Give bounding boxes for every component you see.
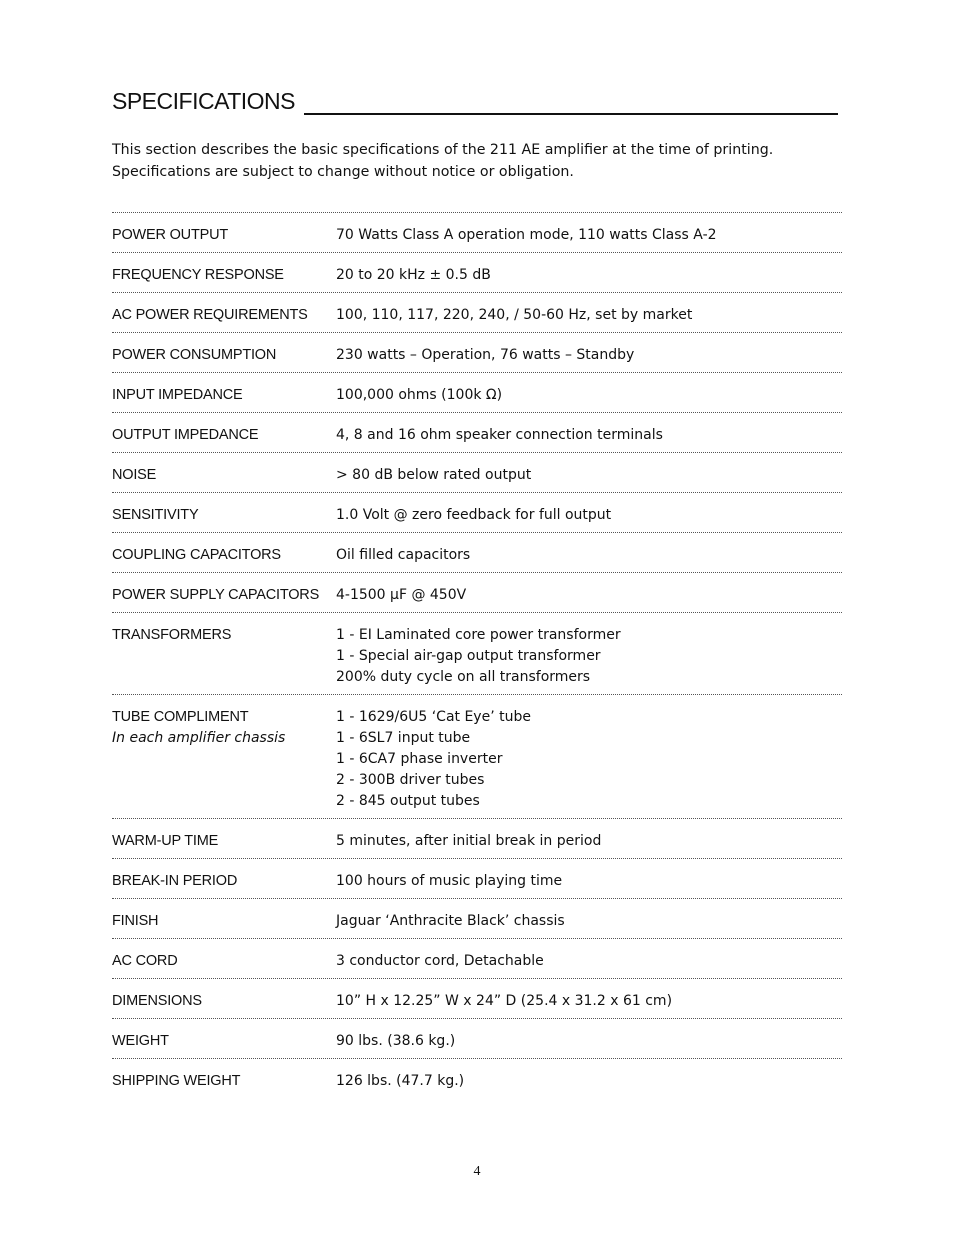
spec-row	[112, 978, 842, 1018]
spec-value-line: 70 Watts Class A operation mode, 110 watts Class A-2	[336, 227, 717, 243]
spec-value-column	[336, 911, 842, 932]
spec-value-column	[336, 831, 842, 852]
spec-label: TRANSFORMERS	[112, 627, 232, 643]
spec-label: AC POWER REQUIREMENTS	[112, 307, 308, 323]
spec-row	[112, 858, 842, 898]
spec-value-column	[336, 951, 842, 972]
spec-label-column	[112, 911, 336, 932]
spec-label-column	[112, 505, 336, 526]
spec-value-line: Jaguar ‘Anthracite Black’ chassis	[336, 913, 565, 929]
spec-label: NOISE	[112, 467, 157, 483]
spec-value-line: 5 minutes, after initial break in period	[336, 833, 602, 849]
spec-row	[112, 492, 842, 532]
spec-label-column	[112, 345, 336, 366]
spec-row	[112, 612, 842, 694]
spec-label-column	[112, 871, 336, 892]
spec-row	[112, 292, 842, 332]
spec-label: SENSITIVITY	[112, 507, 199, 523]
spec-row	[112, 1058, 842, 1098]
spec-row	[112, 412, 842, 452]
spec-label-column	[112, 951, 336, 972]
spec-row	[112, 532, 842, 572]
spec-row	[112, 212, 842, 252]
spec-row	[112, 694, 842, 818]
spec-label-column	[112, 831, 336, 852]
spec-label: POWER CONSUMPTION	[112, 347, 277, 363]
spec-sublabel: In each amplifier chassis	[112, 730, 286, 746]
spec-value-line: 4-1500 µF @ 450V	[336, 587, 467, 603]
spec-label: TUBE COMPLIMENT	[112, 709, 249, 725]
spec-label: POWER SUPPLY CAPACITORS	[112, 587, 320, 603]
spec-value-line: 2 - 845 output tubes	[336, 793, 480, 809]
spec-value-line: Oil filled capacitors	[336, 547, 471, 563]
spec-row	[112, 332, 842, 372]
spec-label: WARM-UP TIME	[112, 833, 219, 849]
spec-value-line: 1 - Special air-gap output transformer	[336, 648, 601, 664]
spec-value-column	[336, 585, 842, 606]
spec-value-column	[336, 305, 842, 326]
spec-value-line: 2 - 300B driver tubes	[336, 772, 485, 788]
spec-row	[112, 818, 842, 858]
spec-label: AC CORD	[112, 953, 178, 969]
spec-value-line: 3 conductor cord, Detachable	[336, 953, 544, 969]
spec-label-column	[112, 385, 336, 406]
spec-value-line: 230 watts – Operation, 76 watts – Standby	[336, 347, 635, 363]
spec-value-line: 1 - 6SL7 input tube	[336, 730, 471, 746]
spec-value-column	[336, 625, 842, 688]
spec-label: POWER OUTPUT	[112, 227, 229, 243]
spec-value-column	[336, 225, 842, 246]
spec-row	[112, 252, 842, 292]
spec-label: INPUT IMPEDANCE	[112, 387, 243, 403]
spec-value-line: 100, 110, 117, 220, 240, / 50-60 Hz, set by market	[336, 307, 693, 323]
spec-value-column	[336, 991, 842, 1012]
spec-value-column	[336, 1031, 842, 1052]
spec-label: SHIPPING WEIGHT	[112, 1073, 241, 1089]
spec-value-line: 10” H x 12.25” W x 24” D (25.4 x 31.2 x 61 cm)	[336, 993, 673, 1009]
spec-value-line: 1.0 Volt @ zero feedback for full output	[336, 507, 612, 523]
spec-value-column	[336, 385, 842, 406]
spec-label-column	[112, 1031, 336, 1052]
spec-row	[112, 572, 842, 612]
spec-value-column	[336, 425, 842, 446]
spec-label-column	[112, 1071, 336, 1092]
spec-label: DIMENSIONS	[112, 993, 202, 1009]
spec-label-column	[112, 225, 336, 246]
page-number: 4	[473, 1164, 481, 1179]
spec-value-line: 1 - EI Laminated core power transformer	[336, 627, 621, 643]
spec-label-column	[112, 425, 336, 446]
spec-value-line: 100 hours of music playing time	[336, 873, 563, 889]
spec-value-column	[336, 465, 842, 486]
spec-value-line: 20 to 20 kHz ± 0.5 dB	[336, 267, 491, 283]
specifications-table	[112, 212, 842, 1098]
spec-value-column	[336, 265, 842, 286]
spec-label-column	[112, 545, 336, 566]
spec-label: FREQUENCY RESPONSE	[112, 267, 284, 283]
spec-label: COUPLING CAPACITORS	[112, 547, 281, 563]
spec-label: OUTPUT IMPEDANCE	[112, 427, 259, 443]
spec-label-column	[112, 585, 336, 606]
spec-label-column	[112, 265, 336, 286]
spec-value-column	[336, 545, 842, 566]
spec-value-column	[336, 707, 842, 812]
spec-row	[112, 372, 842, 412]
spec-row	[112, 452, 842, 492]
spec-value-line: 90 lbs. (38.6 kg.)	[336, 1033, 456, 1049]
spec-value-column	[336, 1071, 842, 1092]
heading-underline	[304, 113, 838, 115]
spec-row	[112, 1018, 842, 1058]
spec-value-line: 1 - 1629/6U5 ‘Cat Eye’ tube	[336, 709, 531, 725]
spec-label: WEIGHT	[112, 1033, 169, 1049]
intro-paragraph: This section describes the basic specifications of the 211 AE amplifier at the time of printing. Specifications are subject to change without notice or obligation.	[112, 142, 774, 180]
spec-row	[112, 938, 842, 978]
spec-label-column	[112, 305, 336, 326]
spec-label-column	[112, 465, 336, 486]
heading-row	[112, 86, 842, 120]
spec-value-line: 4, 8 and 16 ohm speaker connection terminals	[336, 427, 663, 443]
spec-value-column	[336, 505, 842, 526]
spec-value-line: 100,000 ohms (100k Ω)	[336, 387, 503, 403]
spec-value-line: 200% duty cycle on all transformers	[336, 669, 591, 685]
spec-label-column	[112, 625, 336, 688]
spec-value-line: 126 lbs. (47.7 kg.)	[336, 1073, 465, 1089]
page-title: SPECIFICATIONS	[112, 88, 295, 114]
spec-value-column	[336, 871, 842, 892]
spec-label: BREAK-IN PERIOD	[112, 873, 238, 889]
spec-value-column	[336, 345, 842, 366]
spec-label-column	[112, 991, 336, 1012]
spec-value-line: 1 - 6CA7 phase inverter	[336, 751, 503, 767]
spec-label: FINISH	[112, 913, 159, 929]
spec-value-line: > 80 dB below rated output	[336, 467, 532, 483]
spec-label-column	[112, 707, 336, 812]
spec-row	[112, 898, 842, 938]
